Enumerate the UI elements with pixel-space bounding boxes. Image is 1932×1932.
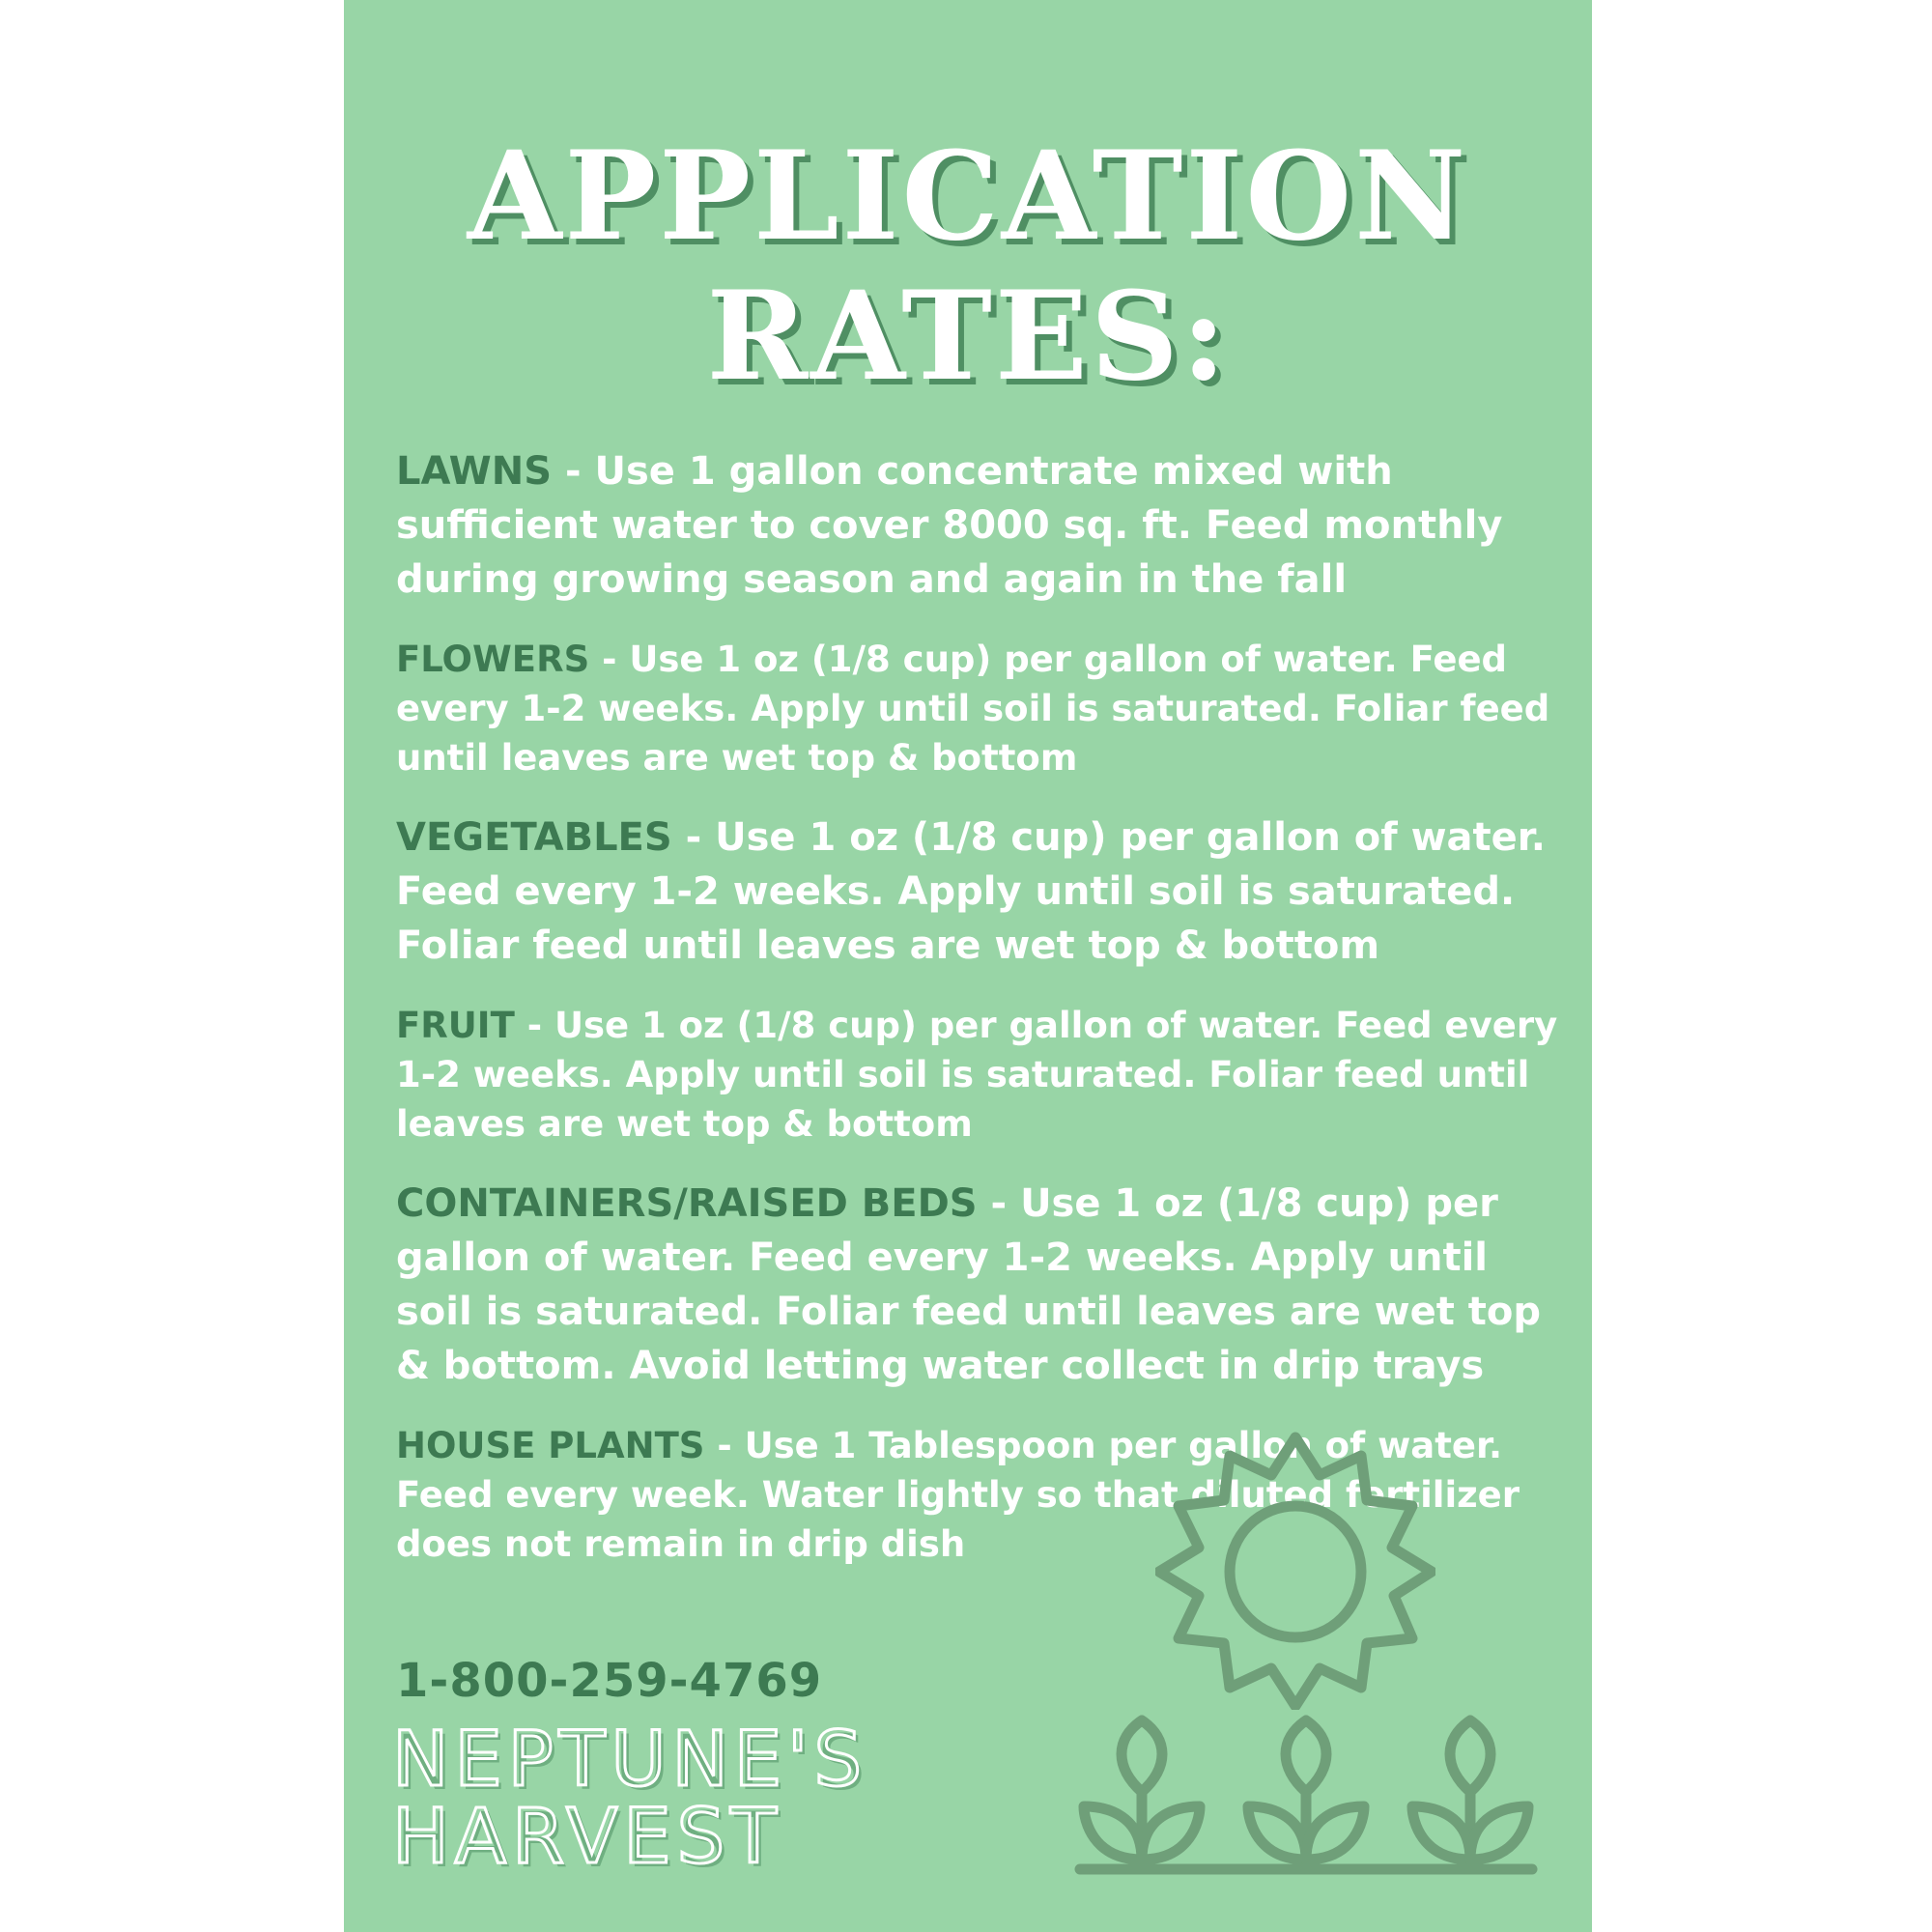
section-label: HOUSE PLANTS: [396, 1425, 705, 1466]
section-label: LAWNS: [396, 449, 553, 494]
section-label: CONTAINERS/RAISED BEDS: [396, 1181, 978, 1226]
section-vegetables: [396, 810, 1565, 973]
section-label: FRUIT: [396, 1005, 515, 1046]
brand-logo: [392, 1717, 867, 1881]
section-text: - Use 1 oz (1/8 cup) per gallon of water. Feed every 1-2 weeks. Apply until soil is saturated. Foliar feed until leaves are wet top & bottom: [396, 815, 1547, 968]
section-flowers: [396, 635, 1565, 782]
section-label: VEGETABLES: [396, 815, 672, 860]
section-containers: [396, 1177, 1565, 1393]
application-rates-card: [344, 0, 1592, 1932]
brand-line-1: NEPTUNE'S: [392, 1717, 867, 1804]
section-text: - Use 1 oz (1/8 cup) per gallon of water. Feed every 1-2 weeks. Apply until soil is saturated. Foliar feed until leaves are wet top & bottom. Avoid letting water collect in drip trays: [396, 1181, 1541, 1388]
title-line-1: APPLICATION: [467, 125, 1469, 268]
section-lawns: [396, 444, 1565, 607]
section-text: - Use 1 oz (1/8 cup) per gallon of water. Feed every 1-2 weeks. Apply until soil is saturated. Foliar feed until leaves are wet top & bottom: [396, 639, 1550, 779]
section-label: FLOWERS: [396, 639, 590, 680]
section-text: - Use 1 gallon concentrate mixed with sufficient water to cover 8000 sq. ft. Feed monthly during growing season and again in the fall: [396, 449, 1503, 602]
section-text: - Use 1 Tablespoon per gallon of water. Feed every week. Water lightly so that diluted fertilizer does not remain in drip dish: [396, 1425, 1520, 1565]
brand-line-2: HARVEST: [392, 1794, 782, 1881]
section-fruit: [396, 1001, 1565, 1149]
sun-icon: [1155, 1430, 1435, 1710]
sprouts-icon: [1074, 1715, 1538, 1879]
sections-list: [396, 444, 1565, 1597]
title-line-2: RATES:: [706, 265, 1230, 408]
phone-number: 1-800-259-4769: [396, 1654, 823, 1708]
section-text: - Use 1 oz (1/8 cup) per gallon of water. Feed every 1-2 weeks. Apply until soil is saturated. Foliar feed until leaves are wet top & bottom: [396, 1005, 1558, 1145]
